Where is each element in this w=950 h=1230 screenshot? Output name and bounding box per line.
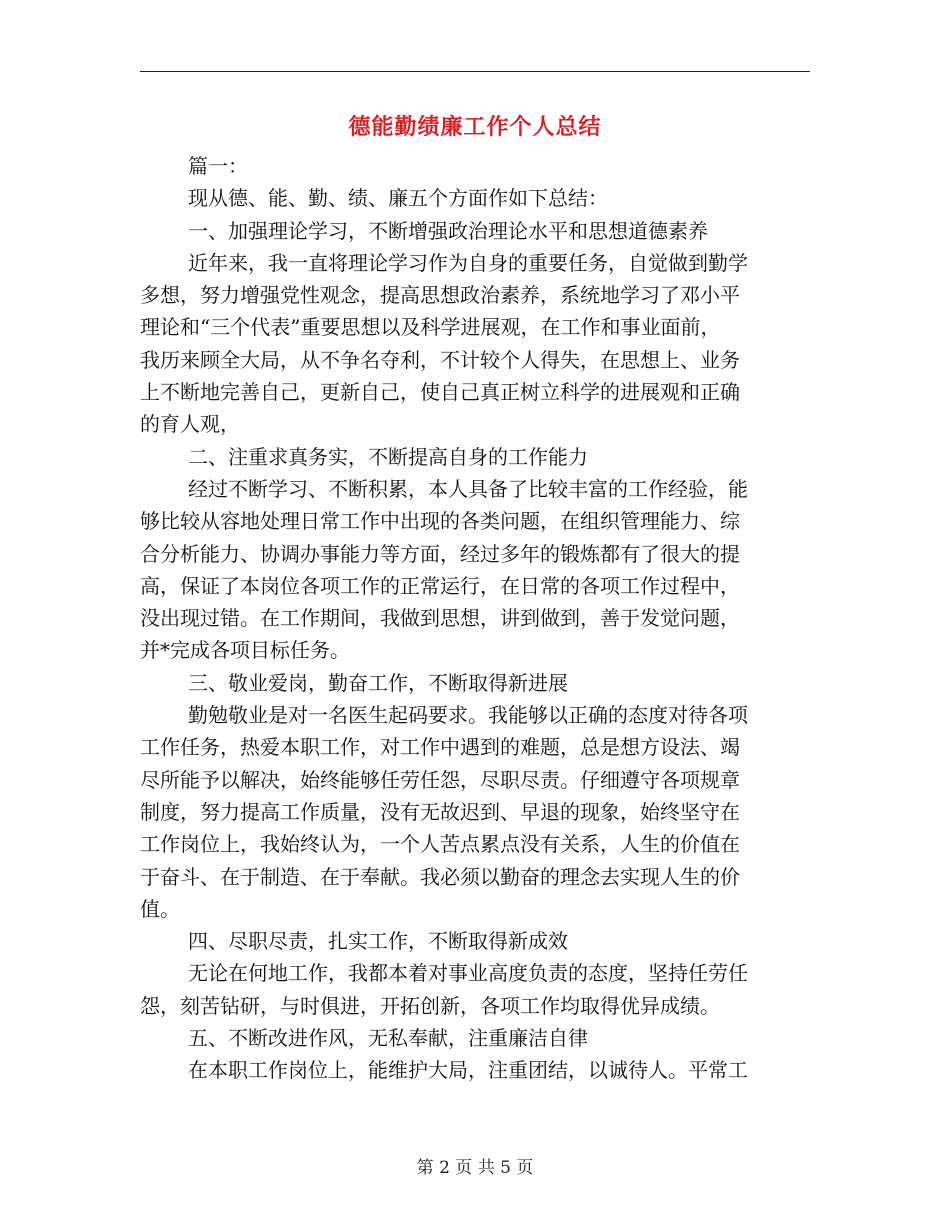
text-line: 于奋斗、在于制造、在于奉献。我必须以勤奋的理念去实现人生的价: [140, 864, 740, 889]
text-line: 近年来，我一直将理论学习作为自身的重要任务，自觉做到勤学: [188, 250, 748, 275]
header-rule: [140, 71, 810, 72]
text-line: 理论和“三个代表”重要思想以及科学进展观，在工作和事业面前，: [140, 315, 721, 340]
text-line: 制度，努力提高工作质量，没有无故迟到、早退的现象，始终坚守在: [140, 799, 740, 824]
text-line: 多想，努力增强党性观念，提高思想政治素养，系统地学习了邓小平: [140, 283, 740, 308]
text-line: 上不断地完善自己，更新自己，使自己真正树立科学的进展观和正确: [140, 380, 740, 405]
text-line: 勤勉敬业是对一名医生起码要求。我能够以正确的态度对待各项: [188, 703, 748, 728]
text-line: 怨，刻苦钻研，与时俱进，开拓创新，各项工作均取得优异成绩。: [140, 993, 720, 1018]
text-line: 并*完成各项目标任务。: [140, 638, 350, 663]
text-line: 够比较从容地处理日常工作中出现的各类问题，在组织管理能力、综: [140, 509, 740, 534]
document-body: [140, 150, 810, 1087]
text-line: 经过不断学习、不断积累，本人具备了比较丰富的工作经验，能: [188, 476, 748, 501]
text-line: 五、不断改进作风，无私奉献，注重廉洁自律: [188, 1026, 588, 1051]
text-line: 的育人观，: [140, 412, 240, 437]
text-line: 工作任务，热爱本职工作，对工作中遇到的难题，总是想方设法、竭: [140, 735, 740, 760]
text-line: 尽所能予以解决，始终能够任劳任怨，尽职尽责。仔细遵守各项规章: [140, 767, 740, 792]
text-line: 我历来顾全大局，从不争名夺利，不计较个人得失，在思想上、业务: [140, 347, 740, 372]
text-line: 工作岗位上，我始终认为，一个人苦点累点没有关系，人生的价值在: [140, 832, 740, 857]
text-line: 一、加强理论学习，不断增强政治理论水平和思想道德素养: [188, 218, 708, 243]
document-title: 德能勤绩廉工作个人总结: [348, 114, 602, 140]
text-line: 现从德、能、勤、绩、廉五个方面作如下总结：: [188, 186, 608, 211]
text-line: 没出现过错。在工作期间，我做到思想，讲到做到，善于发觉问题，: [140, 606, 740, 631]
text-line: 合分析能力、协调办事能力等方面，经过多年的锻炼都有了很大的提: [140, 541, 740, 566]
text-line: 值。: [140, 896, 180, 921]
page-footer: 第 2 页 共 5 页: [416, 1158, 534, 1178]
text-line: 在本职工作岗位上，能维护大局，注重团结，以诚待人。平常工: [188, 1058, 748, 1083]
text-line: 高，保证了本岗位各项工作的正常运行，在日常的各项工作过程中，: [140, 573, 740, 598]
text-line: 篇一：: [188, 154, 248, 178]
text-line: 二、注重求真务实，不断提高自身的工作能力: [188, 444, 588, 469]
text-line: 四、尽职尽责，扎实工作，不断取得新成效: [188, 929, 568, 954]
text-line: 三、敬业爱岗，勤奋工作，不断取得新进展: [188, 670, 568, 695]
text-line: 无论在何地工作，我都本着对事业高度负责的态度，坚持任劳任: [188, 961, 748, 986]
